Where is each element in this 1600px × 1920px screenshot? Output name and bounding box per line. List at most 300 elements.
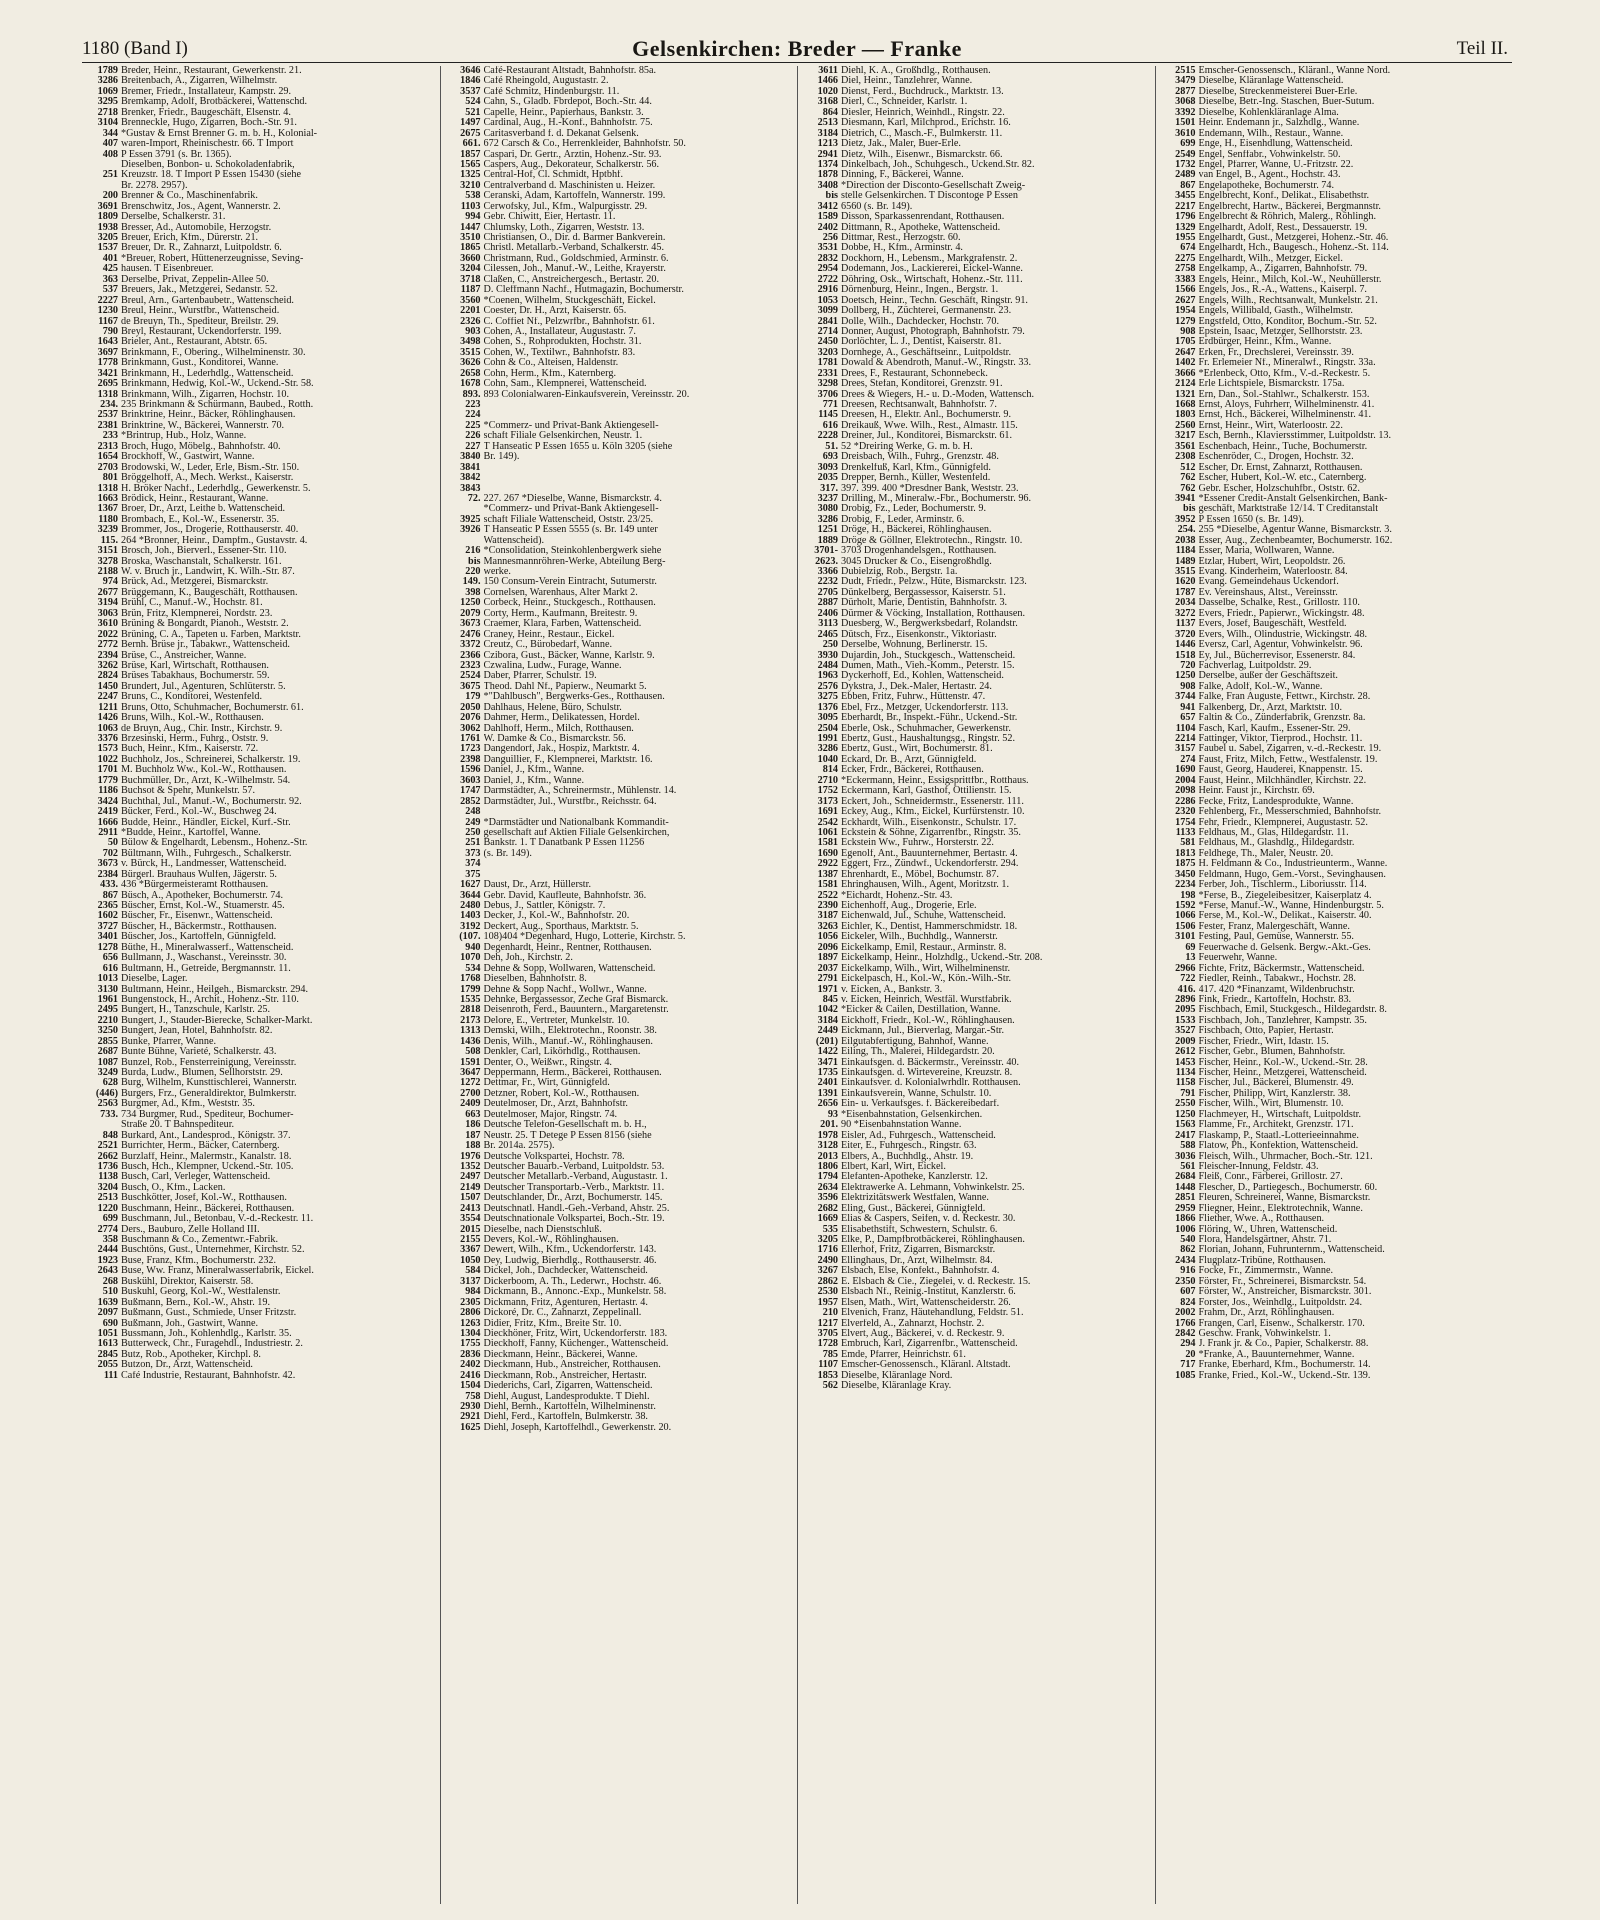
phone-number: 1978: [817, 1130, 838, 1141]
directory-entry: [82, 1110, 437, 1120]
phone-number: 227: [465, 441, 481, 452]
phone-number: 1104: [1175, 723, 1196, 734]
directory-entry: [802, 306, 1152, 316]
phone-number: 1278: [97, 942, 118, 953]
phone-number: 3376: [97, 734, 118, 744]
entry-text: Dieselbe, Kläranlage Kray.: [841, 1381, 952, 1392]
phone-number: 3383: [1175, 274, 1196, 285]
directory-entry: [802, 181, 1152, 191]
directory-entry: [445, 170, 795, 180]
entry-text: Fischbach, Joh., Tanzlehrer, Kampstr. 35.: [1198, 1015, 1367, 1026]
entry-text: Brüses Tabakhaus, Bochumerstr. 59.: [121, 671, 270, 682]
entry-text: v. Bürck, H., Landmesser, Wattenscheid.: [121, 859, 287, 870]
entry-text: *Coenen, Wilhelm, Stuckgeschäft, Eickel.: [483, 295, 656, 306]
directory-entry: [445, 588, 795, 598]
entry-text: 52 *Dreiring Werke, G. m. b. H.: [841, 441, 973, 452]
entry-text: 150 Consum-Verein Eintracht, Sutumerstr.: [483, 577, 657, 588]
phone-number: 1766: [1175, 1318, 1196, 1329]
directory-entry: [802, 1319, 1152, 1329]
phone-number: 20: [1185, 1349, 1196, 1360]
directory-entry: [802, 1214, 1152, 1224]
directory-entry: [802, 849, 1152, 859]
phone-number: 425: [102, 264, 118, 275]
entry-text: Ebel, Frz., Metzger, Ückendorferstr. 113.: [841, 702, 1009, 713]
entry-text: Dickmann, B., Annonc.-Exp., Munkelstr. 58.: [483, 1287, 667, 1298]
entry-text: Elbert, Karl, Wirt, Eickel.: [841, 1161, 946, 1172]
phone-number: 3286: [817, 744, 838, 755]
phone-number: 699: [102, 1214, 118, 1225]
directory-entry: [445, 1235, 795, 1245]
directory-entry: [1160, 1026, 1510, 1036]
directory-entry: [1160, 160, 1510, 170]
directory-entry: [445, 661, 795, 671]
directory-entry: [82, 567, 437, 577]
phone-number: 1865: [460, 243, 481, 254]
entry-text: Eckstein Ww., Fuhrw., Horsterstr. 22.: [841, 838, 994, 849]
directory-entry: [802, 170, 1152, 180]
directory-entry: [82, 1204, 437, 1214]
entry-text: Breuer, Erich, Kfm., Dürerstr. 21.: [121, 233, 259, 243]
entry-text: Brommer, Jos., Drogerie, Rotthauserstr. 40.: [121, 525, 299, 536]
entry-text: Elke, P., Dampfbrotbäckerei, Röhlinghausen.: [841, 1235, 1025, 1245]
entry-text: [484, 484, 795, 494]
entry-text: Enge, H., Eisenhdlung, Wattenscheid.: [1198, 139, 1353, 150]
directory-entry: [802, 452, 1152, 462]
directory-entry: [82, 1068, 437, 1078]
entry-text: Cornelsen, Warenhaus, Alter Markt 2.: [483, 587, 638, 598]
phone-number: 1690: [1175, 765, 1196, 776]
entry-text: Fliegner, Heinr., Elektrotechnik, Wanne.: [1198, 1203, 1363, 1214]
directory-entry: [82, 651, 437, 661]
phone-number: 3673: [97, 859, 118, 870]
phone-number: 2366: [460, 650, 481, 661]
phone-number: 2537: [97, 410, 118, 421]
phone-number: 2402: [460, 1360, 481, 1371]
directory-entry: [802, 1131, 1152, 1141]
directory-entry: [1160, 327, 1510, 337]
phone-number: 1846: [460, 76, 481, 87]
phone-number: 2714: [817, 326, 838, 337]
directory-entry: [802, 630, 1152, 640]
phone-number: [445, 504, 484, 514]
entry-text: Dolle, Wilh., Dachdecker, Hochstr. 70.: [841, 316, 999, 327]
entry-text: Ferse, M., Kol.-W., Delikat., Kaiserstr. 40.: [1198, 911, 1372, 922]
phone-number: 2836: [460, 1349, 481, 1360]
entry-text: Diesler, Heinrich, Weinhdl., Ringstr. 22.: [841, 107, 1005, 118]
phone-number: 179: [465, 692, 481, 703]
entry-text: Eckert, Joh., Schneidermstr., Essenerstr. 111.: [841, 796, 1024, 807]
phone-number: 2522: [817, 890, 838, 901]
phone-number: 1663: [97, 493, 118, 504]
phone-number: 2416: [460, 1370, 481, 1381]
phone-number: 3128: [817, 1141, 838, 1152]
phone-number: 2851: [1175, 1193, 1196, 1204]
directory-entry: [82, 682, 437, 692]
phone-number: 1955: [1175, 233, 1196, 243]
entry-text: Ebertz, Gust., Haushaltungsg., Ringstr. 52.: [841, 734, 1016, 744]
entry-text: Caspari, Dr. Gertr., Ärztin, Hohenz.-Str. 93.: [483, 149, 662, 160]
entry-text: Buchthal, Jul., Manuf.-W., Bochumerstr. 92.: [121, 796, 302, 807]
phone-number: 1066: [1175, 911, 1196, 922]
entry-text: Fischer, Wilh., Wirt, Blumenstr. 10.: [1198, 1099, 1344, 1110]
phone-number: 2658: [460, 368, 481, 379]
entry-text: Deutscher Transportarb.-Verb., Marktstr. 11.: [483, 1182, 665, 1193]
entry-text: Egenolf, Ant., Bauunternehmer, Bertastr. 4.: [841, 848, 1018, 859]
directory-entry: [802, 1047, 1152, 1057]
entry-text: Denis, Wilh., Manuf.-W., Röhlinghausen.: [483, 1036, 653, 1047]
entry-text: Esch, Bernh., Klaviersstimmer, Luitpoldstr. 13.: [1198, 431, 1392, 442]
entry-text: Wattenscheid).: [483, 535, 545, 546]
entry-text: Brinkmann, H., Lederhdlg., Wattenscheid.: [121, 368, 294, 379]
directory-entry: [82, 880, 437, 890]
entry-text: Delore, E., Vertreter, Munkelstr. 10.: [483, 1015, 630, 1026]
phone-number: 407: [102, 139, 118, 150]
entry-text: W. Damke & Co., Bismarckstr. 56.: [483, 734, 626, 744]
phone-number: 1957: [817, 1297, 838, 1308]
entry-text: Diederichs, Carl, Zigarren, Wattenscheid.: [483, 1381, 653, 1392]
entry-text: Coester, Dr. H., Arzt, Kaiserstr. 65.: [483, 306, 627, 317]
directory-entry: [445, 1110, 795, 1120]
entry-text: Faust, Fritz, Milch, Fettw., Westfalenstr. 19.: [1198, 754, 1378, 765]
directory-entry: [82, 797, 437, 807]
phone-number: 2824: [97, 671, 118, 682]
phone-number: 2480: [460, 901, 481, 911]
directory-entry: [445, 1058, 795, 1068]
directory-entry: [82, 400, 437, 410]
directory-entry: [82, 129, 437, 139]
phone-number: 358: [102, 1235, 118, 1245]
directory-entry: [1160, 1183, 1510, 1193]
phone-number: 408: [102, 149, 118, 160]
entry-text: Detzner, Robert, Kol.-W., Rotthausen.: [483, 1088, 640, 1099]
entry-text: Bröggelhoff, A., Mech. Werkst., Kaiserstr.: [121, 473, 294, 484]
phone-number: 3187: [817, 911, 838, 922]
phone-number: 198: [1180, 890, 1196, 901]
phone-number: 3611: [818, 66, 838, 76]
entry-text: Flamme, Fr., Architekt, Grenzstr. 171.: [1198, 1120, 1354, 1131]
entry-text: Einkaufsgen. d. Wirtevereine, Kreuzstr. 8.: [841, 1068, 1013, 1078]
phone-number: 2350: [1175, 1276, 1196, 1287]
phone-number: 3515: [460, 347, 481, 358]
phone-number: 1809: [97, 212, 118, 223]
entry-text: Fischer, Philipp, Wirt, Kanzlerstr. 38.: [1198, 1088, 1351, 1099]
phone-number: 2684: [1175, 1172, 1196, 1183]
phone-number: 2677: [97, 587, 118, 598]
phone-number: 908: [1180, 681, 1196, 692]
entry-text: Christmann, Rud., Goldschmied, Arminstr. 6.: [483, 253, 669, 264]
entry-text: Franke, Fried., Kol.-W., Ückend.-Str. 139.: [1198, 1370, 1371, 1381]
entry-text: Dieselbe, Betr.-Ing. Staschen, Buer-Sutum.: [1198, 97, 1375, 108]
entry-text: Engelhardt, Adolf, Rest., Dessauerstr. 19.: [1198, 222, 1368, 233]
directory-entry: [445, 317, 795, 327]
entry-text: Eckey, Aug., Kfm., Eickel, Kurfürstenstr. 10.: [841, 807, 1025, 818]
entry-text: Endemann, Wilh., Restaur., Wanne.: [1198, 128, 1344, 139]
directory-entry: [445, 891, 795, 901]
phone-number: 3842: [460, 473, 481, 484]
entry-text: Eberhardt, Br., Inspekt.-Führ., Ückend.-Str.: [841, 713, 1018, 724]
directory-entry: [82, 755, 437, 765]
directory-entry: [445, 744, 795, 754]
phone-number: 1613: [97, 1339, 118, 1350]
entry-text: Eckard, Dr. B., Arzt, Günnigfeld.: [841, 754, 977, 765]
entry-text: Esser, Maria, Wollwaren, Wanne.: [1198, 546, 1335, 557]
entry-text: Engelhardt, Gust., Metzgerei, Hohenz.-Str. 46.: [1198, 233, 1389, 243]
phone-number: 1186: [98, 786, 118, 797]
entry-text: Elsbach Nf., Reinig.-Institut, Kanzlerstr. 6.: [841, 1287, 1016, 1298]
entry-text: Busch, O., Kfm., Lacken.: [121, 1182, 226, 1193]
entry-text: Büthe, H., Mineralwasserf., Wattenscheid.: [121, 942, 294, 953]
directory-entry: [802, 504, 1152, 514]
entry-text: Dorlöchter, L. J., Dentist, Kaiserstr. 81.: [841, 337, 1002, 348]
directory-entry: [1160, 1068, 1510, 1078]
entry-text: Gebr. Escher, Holzschuhfbr., Oststr. 62.: [1198, 483, 1360, 494]
directory-entry: [82, 348, 437, 358]
directory-entry: [82, 1350, 437, 1360]
entry-text: Bücker, Ferd., Kol.-W., Buschweg 24.: [121, 807, 277, 818]
directory-entry: [1160, 410, 1510, 420]
entry-text: *Eisenbahnstation, Gelsenkirchen.: [841, 1109, 983, 1120]
phone-number: 903: [465, 326, 481, 337]
entry-text: Deutscher Metallarb.-Verband, Augustastr. 1.: [483, 1172, 668, 1183]
directory-entry: [1160, 786, 1510, 796]
directory-entry: [1160, 1256, 1510, 1266]
entry-text: Czwalina, Ludw., Furage, Wanne.: [483, 660, 622, 671]
entry-text: Denter, O., Weißwr., Ringstr. 4.: [483, 1057, 612, 1068]
directory-entry: [1160, 1204, 1510, 1214]
phone-number: 225: [465, 420, 481, 431]
directory-entry: [1160, 995, 1510, 1005]
directory-entry: [82, 703, 437, 713]
entry-text: Dreisbach, Wilh., Fuhrg., Grenzstr. 48.: [841, 452, 999, 463]
phone-number: 699: [1180, 139, 1196, 150]
directory-entry: [1160, 108, 1510, 118]
entry-text: Faltin & Co., Zünderfabrik, Grenzstr. 8a.: [1198, 713, 1366, 724]
phone-number: 3205: [817, 1235, 838, 1245]
entry-text: Derselbe, Wohnung, Berlinerstr. 15.: [841, 640, 988, 651]
phone-number: 2524: [460, 671, 481, 682]
directory-entry: [802, 243, 1152, 253]
phone-number: 1592: [1175, 901, 1196, 911]
directory-entry: [445, 1402, 795, 1412]
directory-entry: [82, 1277, 437, 1287]
phone-number: 1755: [460, 1339, 481, 1350]
directory-entry: [82, 317, 437, 327]
phone-number: 1137: [1175, 619, 1196, 630]
phone-number: 1279: [1175, 316, 1196, 327]
directory-entry: [82, 891, 437, 901]
entry-text: *Gustav & Ernst Brenner G. m. b. H., Kolonial-: [121, 128, 318, 139]
entry-text: Diehl, Joseph, Kartoffelhdl., Gewerkenstr. 20.: [483, 1422, 672, 1433]
directory-entry: [1160, 692, 1510, 702]
directory-entry: [802, 317, 1152, 327]
phone-number: 256: [822, 233, 838, 243]
directory-entry: [445, 880, 795, 890]
directory-entry: [445, 1381, 795, 1391]
directory-entry: [802, 859, 1152, 869]
directory-entry: [445, 630, 795, 640]
directory-entry: [1160, 254, 1510, 264]
directory-entry: [1160, 1339, 1510, 1349]
phone-number: 401: [102, 253, 118, 264]
entry-text: Brinktrine, Heinr., Bäcker, Röhlinghausen.: [121, 410, 296, 421]
phone-number: 2096: [817, 942, 838, 953]
entry-text: v. Eicken, A., Bankstr. 3.: [841, 984, 943, 995]
entry-text: Dünkelberg, Bergassessor, Kaiserstr. 51.: [841, 587, 1006, 598]
phone-number: 1961: [97, 994, 118, 1005]
phone-number: 2941: [817, 149, 838, 160]
directory-entry: [802, 285, 1152, 295]
phone-number: 1133: [1175, 827, 1196, 838]
directory-entry: [802, 786, 1152, 796]
entry-text: [484, 473, 795, 483]
directory-entry: [802, 76, 1152, 86]
phone-number: 3210: [460, 180, 481, 191]
directory-entry: [445, 129, 795, 139]
directory-entry: [802, 557, 1152, 567]
directory-entry: [802, 473, 1152, 483]
directory-entry: [802, 692, 1152, 702]
phone-number: 762: [1180, 483, 1196, 494]
directory-entry: [445, 1162, 795, 1172]
phone-number: 1050: [460, 1255, 481, 1266]
directory-entry: [445, 1183, 795, 1193]
entry-text: Engels, Heinr., Milch, Kol.-W., Neuhüllerstr.: [1198, 274, 1382, 285]
entry-text: Frangen, Carl, Eisenw., Schalkerstr. 170.: [1198, 1318, 1365, 1329]
directory-entry: [802, 651, 1152, 661]
entry-text: Brzesinski, Herm., Fuhrg., Oststr. 9.: [121, 734, 269, 744]
directory-entry: [1160, 985, 1510, 995]
phone-number: 1466: [817, 76, 838, 87]
directory-entry: [82, 1141, 437, 1151]
directory-entry: [445, 191, 795, 201]
phone-number: 1251: [817, 525, 838, 536]
phone-number: 3424: [97, 796, 118, 807]
directory-entry: [445, 1016, 795, 1026]
phone-number: 1103: [460, 201, 481, 212]
directory-entry: [445, 786, 795, 796]
directory-entry: [445, 985, 795, 995]
phone-number: 508: [465, 1047, 481, 1058]
entry-text: Christiansen, O., Dir. d. Barmer Bankverein.: [483, 233, 666, 243]
directory-entry: [445, 964, 795, 974]
directory-entry: [82, 1225, 437, 1235]
directory-entry: [445, 410, 795, 420]
entry-text: Fliether, Wwe. A., Rotthausen.: [1198, 1214, 1325, 1225]
phone-number: 3603: [460, 775, 481, 786]
entry-text: Craney, Heinr., Restaur., Eickel.: [483, 629, 615, 640]
entry-text: Evers, Friedr., Papierwr., Wickingstr. 48.: [1198, 608, 1365, 619]
directory-entry: [445, 1141, 795, 1151]
phone-number: 2313: [97, 441, 118, 452]
directory-entry: [1160, 306, 1510, 316]
phone-number: 373: [465, 848, 481, 859]
entry-text: Einkaufsverein, Wanne, Schulstr. 10.: [841, 1088, 992, 1099]
entry-text: Creutz, C., Bürobedarf, Wanne.: [483, 640, 613, 651]
entry-text: Engels, Willibald, Gasth., Wilhelmstr.: [1198, 306, 1353, 317]
entry-text: Eickelpasch, H., Kol.-W., Kön.-Wilh.-Str.: [841, 974, 1012, 985]
phone-number: 2465: [817, 629, 838, 640]
phone-number: 1875: [1175, 859, 1196, 870]
entry-text: Ceranski, Adam, Kartoffeln, Wannerstr. 199.: [483, 191, 666, 202]
directory-entry: [445, 390, 795, 400]
directory-entry: [445, 1298, 795, 1308]
phone-number: 581: [1180, 838, 1196, 849]
phone-number: 1643: [97, 337, 118, 348]
phone-number: 3561: [1175, 441, 1196, 452]
entry-text: Deutschnatl. Handl.-Geh.-Verband, Ahstr. 25.: [483, 1203, 670, 1214]
directory-entry: [802, 870, 1152, 880]
directory-entry: [1160, 66, 1510, 76]
directory-entry: [802, 129, 1152, 139]
directory-entry: [802, 776, 1152, 786]
directory-entry: [802, 1152, 1152, 1162]
phone-number: 994: [465, 212, 481, 223]
phone-number: 1063: [97, 723, 118, 734]
entry-text: Demski, Wilh., Elektrotechn., Roonstr. 38.: [483, 1026, 657, 1037]
entry-text: Frahm, Dr., Arzt, Röhlinghausen.: [1198, 1308, 1335, 1319]
phone-number: 1991: [817, 734, 838, 744]
phone-number: 1504: [460, 1381, 481, 1392]
phone-number: 524: [465, 97, 481, 108]
entry-text: Buchmüller, Dr., Arzt, K.-Wilhelmstr. 54.: [121, 775, 291, 786]
phone-number: 2402: [817, 222, 838, 233]
entry-text: Flachmeyer, H., Wirtschaft, Luitpoldstr.: [1198, 1109, 1362, 1120]
phone-number: 3194: [97, 598, 118, 609]
entry-text: Brüse, Karl, Wirtschaft, Rotthausen.: [121, 660, 269, 671]
phone-number: 1813: [1175, 848, 1196, 859]
entry-text: Dieselbe, Streckenmeisterei Buer-Erle.: [1198, 86, 1358, 97]
phone-number: 2841: [817, 316, 838, 327]
phone-number: 3250: [97, 1026, 118, 1037]
directory-entry: [445, 202, 795, 212]
entry-text: Fischer, Gebr., Blumen, Bahnhofstr.: [1198, 1047, 1346, 1058]
entry-text: Dieselben, Bahnhofstr. 8.: [483, 974, 587, 985]
phone-number: 1716: [817, 1245, 838, 1256]
entry-text: Bussmann, Joh., Kohlenhdlg., Karlstr. 35.: [121, 1328, 292, 1339]
directory-entry: [1160, 452, 1510, 462]
phone-number: 13: [1185, 953, 1196, 964]
entry-text: Brüggemann, K., Baugeschäft, Rotthausen.: [121, 587, 298, 598]
entry-text: Decker, J., Kol.-W., Bahnhofstr. 20.: [483, 911, 630, 922]
entry-text: Brodowski, W., Leder, Erle, Bism.-Str. 150.: [121, 462, 300, 473]
entry-text: Neustr. 25. T Detege P Essen 8156 (siehe: [483, 1130, 652, 1141]
directory-entry: [445, 1214, 795, 1224]
directory-entry: [445, 671, 795, 681]
entry-text: Brück, Ad., Metzgerei, Bismarckstr.: [121, 577, 269, 588]
phone-number: 1954: [1175, 306, 1196, 317]
entry-text: Bruns, Otto, Schuhmacher, Bochumerstr. 61.: [121, 702, 304, 713]
directory-entry: [82, 379, 437, 389]
phone-number: 416.: [1177, 984, 1196, 995]
phone-number: 1085: [1175, 1370, 1196, 1381]
directory-entry: [82, 1339, 437, 1349]
entry-text: Drees & Wiegers, H.- u. D.-Moden, Wattensch.: [841, 389, 1035, 400]
phone-number: 2037: [817, 963, 838, 974]
directory-entry: [82, 118, 437, 128]
directory-entry: [1160, 1141, 1510, 1151]
entry-text: Dieckhöner, Fritz, Wirt, Ückendorferstr. 183.: [483, 1328, 668, 1339]
phone-number: 1866: [1175, 1214, 1196, 1225]
entry-text: Falke, Adolf, Kol.-W., Wanne.: [1198, 681, 1323, 692]
entry-text: Bungert, H., Tanzschule, Karlstr. 25.: [121, 1005, 271, 1016]
entry-text: Dumen, Math., Vieh.-Komm., Peterstr. 15.: [841, 660, 1015, 671]
phone-number: 2419: [97, 807, 118, 818]
phone-number: 1779: [97, 775, 118, 786]
entry-text: Deutschnationale Volkspartei, Boch.-Str. 19.: [483, 1214, 665, 1225]
directory-entry: [1160, 118, 1510, 128]
entry-text: Falkenberg, Dr., Arzt, Marktstr. 10.: [1198, 702, 1343, 713]
entry-text: Engelbrecht & Röhrich, Malerg., Röhlingh.: [1198, 212, 1376, 223]
